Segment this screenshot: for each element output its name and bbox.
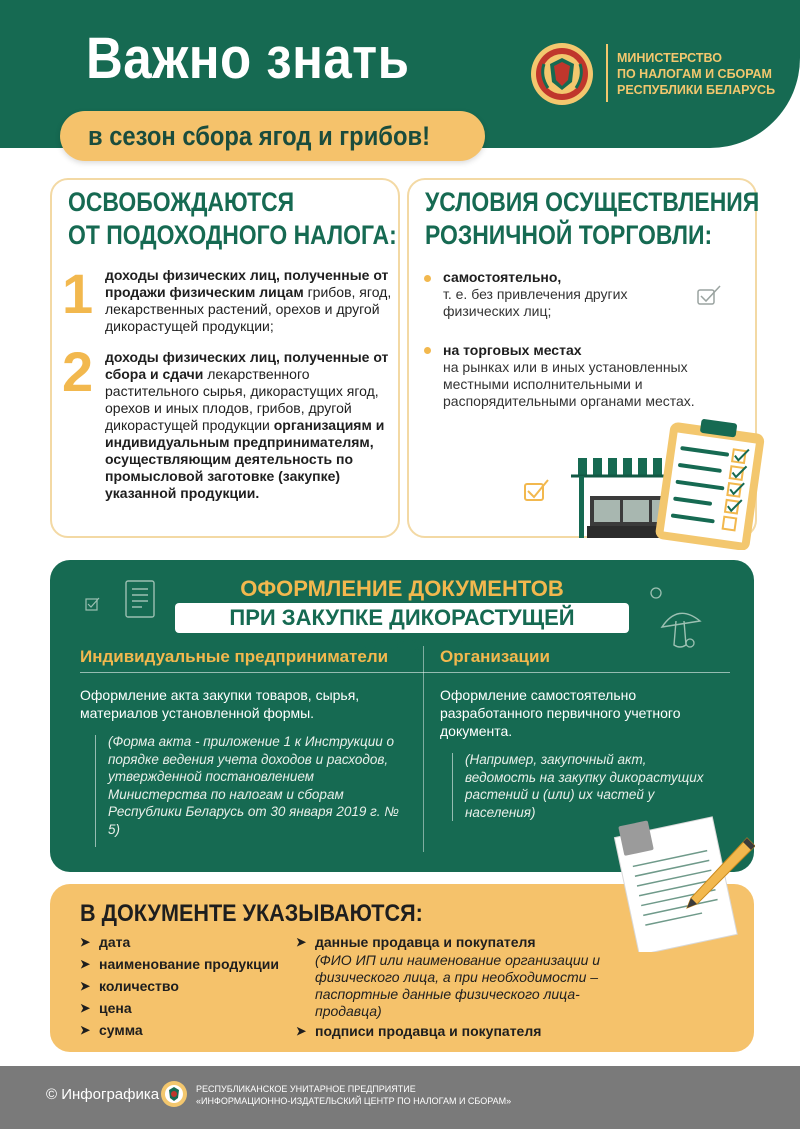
field-item: [99, 934, 130, 951]
chevron-right-icon: ➤: [80, 979, 91, 993]
exemption-item-1-rest: грибов, ягод, лекарственных растений, орехов и другой дикорастущей продукции;: [105, 284, 392, 334]
document-fields-title: В ДОКУМЕНТЕ УКАЗЫВАЮТСЯ:: [80, 900, 423, 927]
tax-exemption-title: [68, 186, 397, 252]
retail-condition-2-text: на рынках или в иных установленных местными исполнительными и распорядительными органами местах.: [443, 359, 695, 409]
retail-conditions-title: [425, 186, 759, 252]
copyright-text: © Инфографика: [46, 1086, 160, 1103]
subtitle: в сезон сбора ягод и грибов!: [88, 121, 431, 151]
retail-condition-1-text: т. е. без привлечения других физических лиц;: [443, 286, 628, 319]
entrepreneurs-note: (Форма акта - приложение 1 к Инструкции о порядке ведения учета доходов и расходов, утвержденной постановлением Министерства по налогам и сборам Республики Беларусь от 30 января 2019 г. № 5): [108, 734, 399, 837]
page-title: Важно знать: [86, 26, 410, 91]
field-item-label: цена: [99, 1000, 132, 1016]
publisher-line-1: РЕСПУБЛИКАНСКОЕ УНИТАРНОЕ ПРЕДПРИЯТИЕ: [196, 1084, 416, 1094]
entrepreneurs-text: Оформление акта закупки товаров, сырья, материалов установленной формы.: [80, 687, 360, 721]
tax-exemption-title-line-2: ОТ ПОДОХОДНОГО НАЛОГА:: [68, 220, 397, 250]
exemption-item-1-bold: доходы физических лиц, полученные от продажи физическим лицам: [105, 267, 389, 300]
field-item: [99, 1000, 132, 1017]
field-item-label: сумма: [99, 1022, 143, 1038]
ministry-line-1: МИНИСТЕРСТВО: [617, 51, 722, 65]
field-item: [99, 956, 279, 973]
field-item-label: наименование продукции: [99, 956, 279, 972]
column-head-entrepreneurs: Индивидуальные предприниматели: [80, 647, 389, 666]
note-bracket: [452, 753, 458, 821]
documents-title-line-2: ПРИ ЗАКУПКЕ ДИКОРАСТУЩЕЙ ПРОДУКЦИИ:: [229, 605, 575, 656]
publisher-line-2: «ИНФОРМАЦИОННО-ИЗДАТЕЛЬСКИЙ ЦЕНТР ПО НАЛОГАМ И СБОРАМ»: [196, 1096, 512, 1106]
ministry-emblem-icon: [530, 42, 594, 106]
retail-condition-1-bold: самостоятельно,: [443, 269, 562, 285]
field-item-signatures-label: подписи продавца и покупателя: [315, 1023, 542, 1039]
organizations-note: (Например, закупочный акт, ведомость на закупку дикорастущих растений и (или) их частей у населения): [465, 752, 704, 820]
field-item-label: дата: [99, 934, 131, 950]
retail-conditions-title-line-1: УСЛОВИЯ ОСУЩЕСТВЛЕНИЯ: [425, 187, 760, 217]
chevron-right-icon: ➤: [80, 957, 91, 971]
tax-exemption-title-line-1: ОСВОБОЖДАЮТСЯ: [68, 187, 295, 217]
field-item-label: количество: [99, 978, 179, 994]
field-item-parties-note: (ФИО ИП или наименование организации и физического лица, а при необходимости – паспортные данные физического лица-продавца): [315, 952, 601, 1019]
bullet-dot: [424, 347, 431, 354]
organizations-text: Оформление самостоятельно разработанного первичного учетного документа.: [440, 687, 681, 739]
chevron-right-icon: ➤: [296, 1024, 307, 1038]
ministry-divider: [606, 44, 608, 102]
item-number-2: 2: [62, 340, 94, 403]
field-item-parties-label: данные продавца и покупателя: [315, 934, 536, 950]
item-number-1: 1: [62, 262, 94, 325]
retail-condition-2-bold: на торговых местах: [443, 342, 582, 358]
market-stall-checklist-illustration: [515, 278, 770, 550]
exemption-item-1: [105, 267, 395, 335]
field-item-parties: [315, 934, 645, 951]
clipboard-checklist-icon: [655, 414, 766, 550]
chevron-right-icon: ➤: [80, 1023, 91, 1037]
checkbox-icon: [698, 286, 720, 304]
publisher-text: [196, 1083, 516, 1107]
column-divider-horizontal: [80, 672, 730, 673]
chevron-right-icon: ➤: [80, 935, 91, 949]
column-divider-vertical: [423, 646, 424, 852]
paper-pencil-illustration: [605, 812, 755, 952]
exemption-item-2-bold-a: доходы физических лиц, полученные от сбора и сдачи: [105, 349, 389, 382]
checkbox-icon: [525, 480, 548, 500]
ministry-line-3: РЕСПУБЛИКИ БЕЛАРУСЬ: [617, 83, 776, 97]
column-head-organizations: Организации: [440, 647, 550, 666]
field-item: [99, 978, 179, 995]
note-bracket: [95, 735, 101, 847]
ministry-line-2: ПО НАЛОГАМ И СБОРАМ: [617, 67, 772, 81]
retail-conditions-title-line-2: РОЗНИЧНОЙ ТОРГОВЛИ:: [425, 220, 713, 250]
chevron-right-icon: ➤: [296, 935, 307, 949]
field-item-signatures: [315, 1023, 645, 1040]
chevron-right-icon: ➤: [80, 1001, 91, 1015]
exemption-item-2-bold-b: организациям и индивидуальным предпринимателям, осуществляющим деятельность по промысловой заготовке (закупке) указанной продукции.: [105, 417, 385, 501]
bullet-dot: [424, 275, 431, 282]
exemption-item-2-mid: лекарственного растительного сырья, дикорастущих ягод, орехов и иных плодов, грибов, другой дикорастущей продукции: [105, 366, 379, 433]
field-item: [99, 1022, 143, 1039]
documents-title-line-1: ОФОРМЛЕНИЕ ДОКУМЕНТОВ: [240, 576, 564, 601]
publisher-logo-icon: [160, 1080, 188, 1108]
exemption-item-2: [105, 349, 395, 502]
ministry-name: [617, 50, 787, 98]
